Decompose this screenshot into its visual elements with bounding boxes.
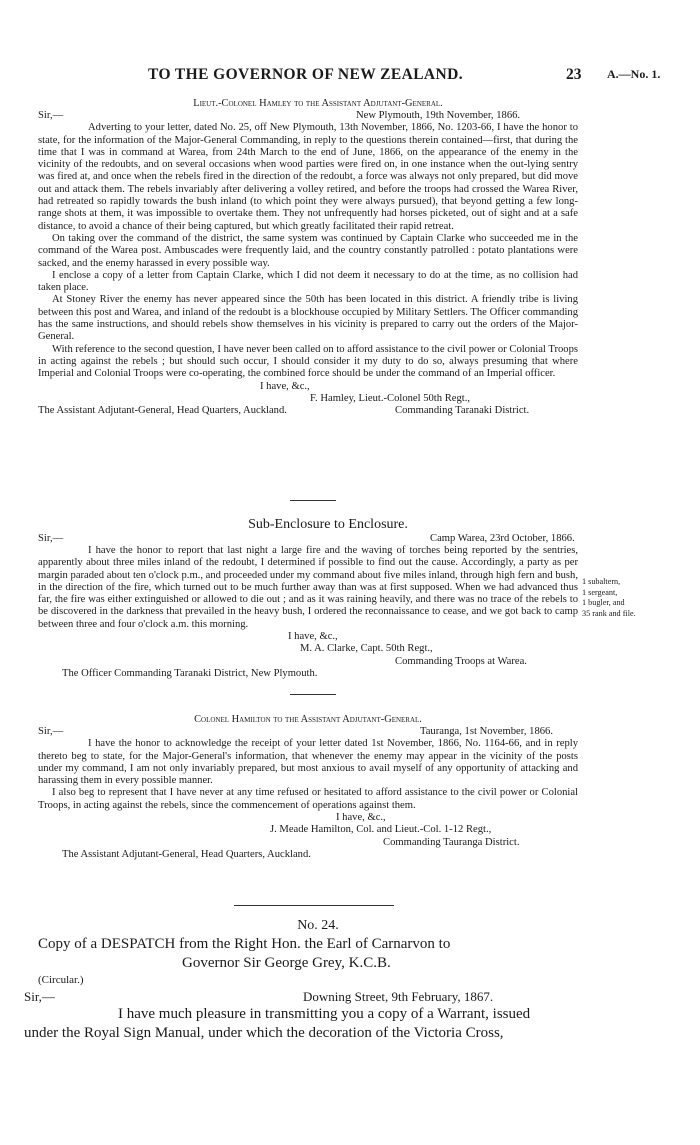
signature: F. Hamley, Lieut.-Colonel 50th Regt., [310, 392, 470, 404]
salutation: Sir,— [38, 533, 64, 544]
letter-hamley [38, 98, 578, 417]
signature-title: Commanding Taranaki District. [395, 405, 530, 417]
paragraph: I also beg to represent that I have never at any time refused or hesitated to afford assistance to the civil power or Colonial Troops, in acting against the rebels, since the commencement of operations against them. [38, 787, 578, 811]
addressee: The Officer Commanding Taranaki District, New Plymouth. [62, 667, 318, 679]
closing: I have, &c., [336, 812, 386, 824]
margin-note [582, 577, 694, 619]
signature-title: Commanding Troops at Warea. [395, 655, 527, 667]
paper-reference: A.—No. 1. [607, 67, 661, 81]
divider [234, 905, 394, 906]
paragraph: With reference to the second question, I have never been called on to afford assistance to the civil power or Colonial Troops in acting against the rebels ; but should such occur, I should consider it my duty to do so, always presuming that where Imperial and Colonial Troops were co-operating, the combined force should be under the command of an Imperial officer. [38, 343, 578, 380]
addressee: The Assistant Adjutant-General, Head Quarters, Auckland. [38, 405, 287, 417]
divider [290, 500, 336, 501]
signature: M. A. Clarke, Capt. 50th Regt., [300, 643, 433, 655]
page-number: 23 [566, 66, 582, 83]
margin-line: 1 subaltern, [582, 577, 621, 586]
addressee: The Assistant Adjutant-General, Head Quarters, Auckland. [62, 848, 311, 860]
despatch-title-line: Governor Sir George Grey, K.C.B. [182, 955, 391, 971]
despatch-number: No. 24. [297, 918, 339, 933]
letter-heading: Sub-Enclosure to Enclosure. [248, 517, 408, 532]
closing: I have, &c., [288, 631, 338, 643]
dateline: Downing Street, 9th February, 1867. [303, 989, 494, 1004]
dateline: New Plymouth, 19th November, 1866. [356, 110, 521, 122]
margin-line: 35 rank and file. [582, 608, 636, 618]
circular-note: (Circular.) [38, 974, 84, 986]
paragraph: At Stoney River the enemy has never appeared since the 50th has been located in this district. A friendly tribe is living between this post and Warea, and inland of the redoubt is a blockhouse occupied by Military Settlers. The Officer commanding has the same instructions, and should rebels show themselves in his vicinity is prepared to carry out the orders of the Major-General. [38, 294, 578, 343]
dateline: Camp Warea, 23rd October, 1866. [430, 533, 575, 544]
paragraph: I enclose a copy of a letter from Captain Clarke, which I did not deem it necessary to do at the time, as no collision had taken place. [38, 269, 578, 294]
salutation: Sir,— [38, 110, 64, 122]
letter-hamilton [38, 714, 578, 861]
paragraph: I have the honor to report that last night a large fire and the waving of torches being reported by the sentries, apparently about three miles inland of the redoubt, I determined if possible to find out the cause. Accordingly, a party as per margin paraded about ten o'clock p.m., and proceeded under my command about five miles inland, through high fern and bush, in the direction of the fire, which turned out to be much further away than was at first supposed. When we had advanced thus far, the fire was either extinguished or allowed to die out ; and as it was raining heavily, and there was no trace of the rebels to be discovered in the darkness that prevailed in the heavy bush, I ordered the reconnaissance to cease, and we got back to camp between three and four o'clock a.m. this morning. [38, 545, 578, 630]
signature-title: Commanding Tauranga District. [383, 836, 520, 848]
paragraph: I have the honor to acknowledge the receipt of your letter dated 1st November, 1866, No. 1164-66, and in reply thereto beg to state, for the Major-General's information, that whenever the enemy may appear in the vicinity of the posts under my command, I am not only invariably prepared, but most anxious to avail myself of any opportunity of attacking and harassing them in every possible manner. [38, 738, 578, 787]
closing: I have, &c., [260, 380, 310, 392]
despatch-text-line: under the Royal Sign Manual, under which the decoration of the Victoria Cross, [24, 1025, 504, 1041]
letter-clarke [38, 516, 578, 680]
margin-line: 1 sergeant, [582, 587, 618, 597]
letter-heading: Colonel Hamilton to the Assistant Adjutant-General. [194, 714, 422, 725]
paragraph: On taking over the command of the district, the same system was continued by Captain Clarke who succeeded me in the command of the Warea post. Ambuscades were frequently laid, and the country constantly patrolled : potato plantations were sacked, and the enemy harassed in every possible way. [38, 232, 578, 269]
divider [290, 694, 336, 695]
margin-line: 1 bugler, and [582, 598, 625, 608]
running-title: TO THE GOVERNOR OF NEW ZEALAND. [148, 66, 463, 83]
letter-heading: Lieut.-Colonel Hamley to the Assistant Adjutant-General. [193, 98, 443, 109]
dateline: Tauranga, 1st November, 1866. [420, 726, 553, 738]
signature: J. Meade Hamilton, Col. and Lieut.-Col. 1-12 Regt., [270, 824, 492, 836]
paragraph: Adverting to your letter, dated No. 25, off New Plymouth, 13th November, 1866, No. 1203-66, I have the honor to state, for the information of the Major-General Commanding, in reply to the questions therein contained—first, that during the time that I was in command at Warea, from 24th March to the end of June, 1866, on the appearance of the enemy in the vicinity of the redoubts, and on several occasions when wood parties were fired on, in one instance when the out-lying sentry was fired at, and once when the rebels fired in the direction of the redoubt, a force was always not only prepared, but did move out and attack them. The rebels invariably after delivering a volley retired, and before the troops had crossed the Warea River, had retreated so rapidly towards the bush inland (to which point they were always pursued), that beyond getting a few long-range shots at them, it was impossible to overtake them. They not unfrequently had horses picketed, out of sight and at a safe distance, to avoid a chance of their being captured, but which greatly facilitated their rapid retreat. [38, 122, 578, 232]
salutation: Sir,— [24, 989, 55, 1004]
salutation: Sir,— [38, 726, 64, 738]
despatch-no24 [24, 916, 578, 1043]
despatch-title-line: Copy of a DESPATCH from the Right Hon. the Earl of Carnarvon to [38, 936, 451, 952]
page-header [0, 66, 700, 86]
despatch-text-line: I have much pleasure in transmitting you a copy of a Warrant, issued [118, 1006, 531, 1022]
